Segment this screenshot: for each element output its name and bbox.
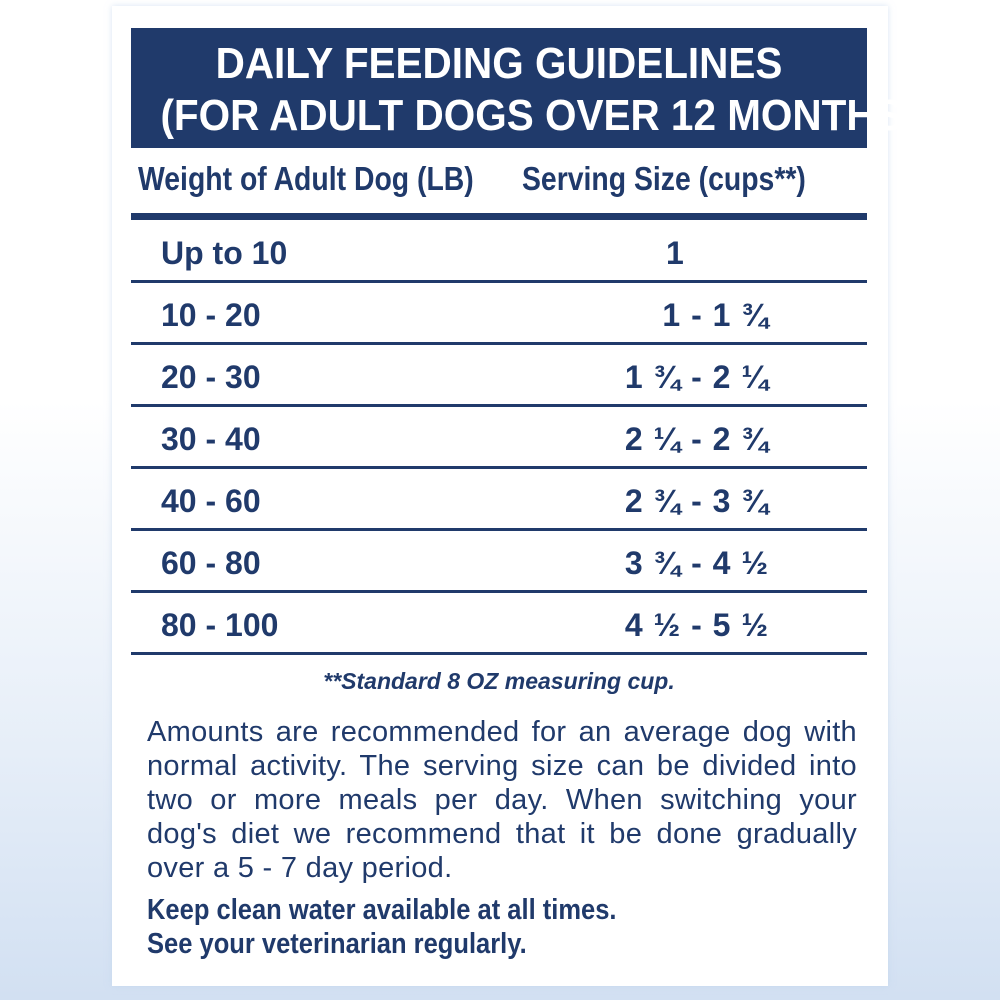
row-divider (131, 652, 867, 655)
title-banner (131, 28, 917, 148)
serving-cell: 1 (666, 235, 685, 271)
table-row (131, 593, 867, 655)
feeding-instructions: Amounts are recommended for an average dog with normal activity. The serving size can be divided into two or more meals per day. When switching your dog's diet we recommend that it be done gradually over a 5 - 7 day period. (147, 716, 857, 884)
serving-cell: 1 - 1 ¾ (662, 297, 769, 333)
weight-cell: 20 - 30 (161, 359, 261, 395)
serving-cell: 2 ¾ - 3 ¾ (624, 483, 769, 519)
footnote: **Standard 8 OZ measuring cup. (323, 668, 675, 694)
column-header-weight: Weight of Adult Dog (LB) (138, 160, 474, 197)
table-row (131, 345, 867, 407)
subtitle: (FOR ADULT DOGS OVER 12 MONTHS) (160, 91, 917, 140)
water-note: Keep clean water available at all times. (147, 894, 617, 926)
care-notes (147, 893, 617, 961)
serving-cell: 1 ¾ - 2 ¼ (624, 359, 769, 395)
weight-cell: 40 - 60 (161, 483, 261, 519)
serving-cell: 4 ½ - 5 ½ (624, 607, 769, 643)
table-row (131, 407, 867, 469)
serving-cell: 3 ¾ - 4 ½ (624, 545, 769, 581)
column-header-serving: Serving Size (cups**) (522, 160, 806, 197)
header-divider (131, 213, 867, 220)
serving-cell: 2 ¼ - 2 ¾ (624, 421, 769, 457)
weight-cell: 60 - 80 (161, 545, 261, 581)
table-row (131, 469, 867, 531)
weight-cell: 30 - 40 (161, 421, 261, 457)
weight-cell: 10 - 20 (161, 297, 261, 333)
weight-cell: 80 - 100 (161, 607, 279, 643)
table-row (131, 283, 867, 345)
vet-note: See your veterinarian regularly. (147, 928, 527, 960)
table-row (131, 531, 867, 593)
table-row (131, 221, 867, 283)
title: DAILY FEEDING GUIDELINES (215, 39, 783, 88)
weight-cell: Up to 10 (161, 235, 288, 271)
